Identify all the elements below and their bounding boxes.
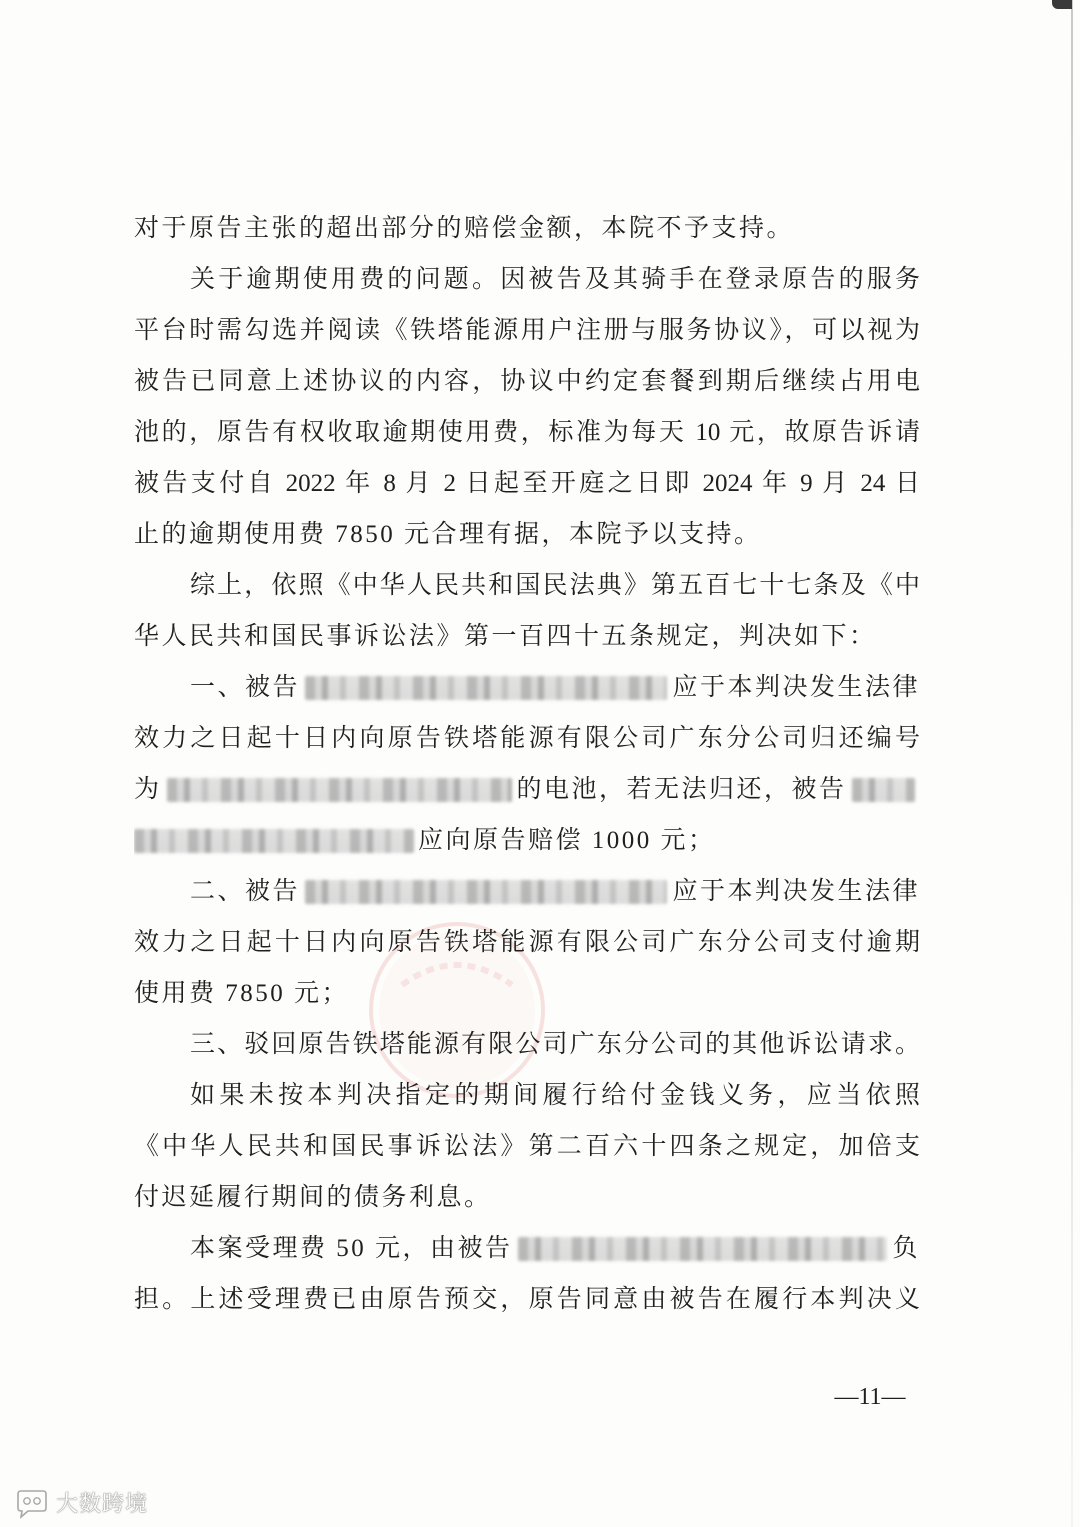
text-segment: 应于本判决发生法律 [672,674,920,701]
text-line: 《中华人民共和国民事诉讼法》第二百六十四条之规定，加倍支 [134,1133,920,1160]
paragraph-delayed-performance [134,1070,920,1223]
text-line [134,1223,920,1274]
text-segment: 一、被告 [190,674,301,701]
text-line: 效力之日起十日内向原告铁塔能源有限公司广东分公司归还编号 [134,725,920,752]
redacted-defendant-name [305,676,667,700]
text-segment: 本案受理费 50 元，由被告 [190,1235,513,1262]
text-line: 对于原告主张的超出部分的赔偿金额，本院不予支持。 [134,215,795,242]
text-line: 关于逾期使用费的问题。因被告及其骑手在登录原告的服务 [190,266,920,293]
text-line [134,764,920,815]
text-line: 被告支付自 2022 年 8 月 2 日起至开庭之日即 2024 年 9 月 24 日 [134,470,920,497]
text-line: 被告已同意上述协议的内容，协议中约定套餐到期后继续占用电 [134,368,920,395]
redacted-defendant-name [305,880,667,904]
text-segment: 二、被告 [190,878,301,905]
judgment-item-1 [134,662,920,866]
paragraph-excess-compensation [134,203,920,254]
paragraph-overdue-fee [134,254,920,560]
text-line [134,662,920,713]
judgment-item-2 [134,866,920,1019]
redacted-defendant-name [852,778,915,802]
paragraph-legal-basis [134,560,920,662]
text-line: 付迟延履行期间的债务利息。 [134,1184,492,1211]
text-segment: 的电池，若无法归还，被告 [516,776,847,803]
text-line: 综上，依照《中华人民共和国民法典》第五百七十七条及《中 [190,572,920,599]
redacted-defendant-name [518,1237,888,1261]
text-segment: 负 [892,1235,920,1262]
text-line: 如果未按本判决指定的期间履行给付金钱义务，应当依照 [190,1082,920,1109]
text-line: 止的逾期使用费 7850 元合理有据，本院予以支持。 [134,521,762,548]
text-segment: 应向原告赔偿 1000 元； [418,827,716,854]
text-line: 担。上述受理费已由原告预交，原告同意由被告在履行本判决义 [134,1286,920,1313]
paragraph-case-fee [134,1223,920,1325]
text-segment: 为 [134,776,162,803]
judgment-body [134,203,920,1325]
redacted-defendant-name [134,829,414,853]
text-line: 平台时需勾选并阅读《铁塔能源用户注册与服务协议》，可以视为 [134,317,920,344]
page-number: —11— [834,1384,906,1410]
scan-page-edge [1071,0,1073,1527]
text-line: 池的，原告有权收取逾期使用费，标准为每天 10 元，故原告诉请 [134,419,920,446]
judgment-item-3 [134,1019,920,1070]
scan-corner-mark [1052,0,1072,9]
text-line: 效力之日起十日内向原告铁塔能源有限公司广东分公司支付逾期 [134,929,920,956]
redacted-battery-number [167,778,512,802]
text-line: 三、驳回原告铁塔能源有限公司广东分公司的其他诉讼请求。 [190,1031,920,1058]
text-line [134,866,920,917]
watermark-text: 大数跨境 [56,1491,149,1516]
watermark-logo-icon [12,1489,52,1519]
text-segment: 应于本判决发生法律 [672,878,920,905]
watermark [12,1488,148,1520]
text-line [134,815,920,866]
text-line: 华人民共和国民事诉讼法》第一百四十五条规定，判决如下： [134,623,877,650]
text-line: 使用费 7850 元； [134,980,350,1007]
